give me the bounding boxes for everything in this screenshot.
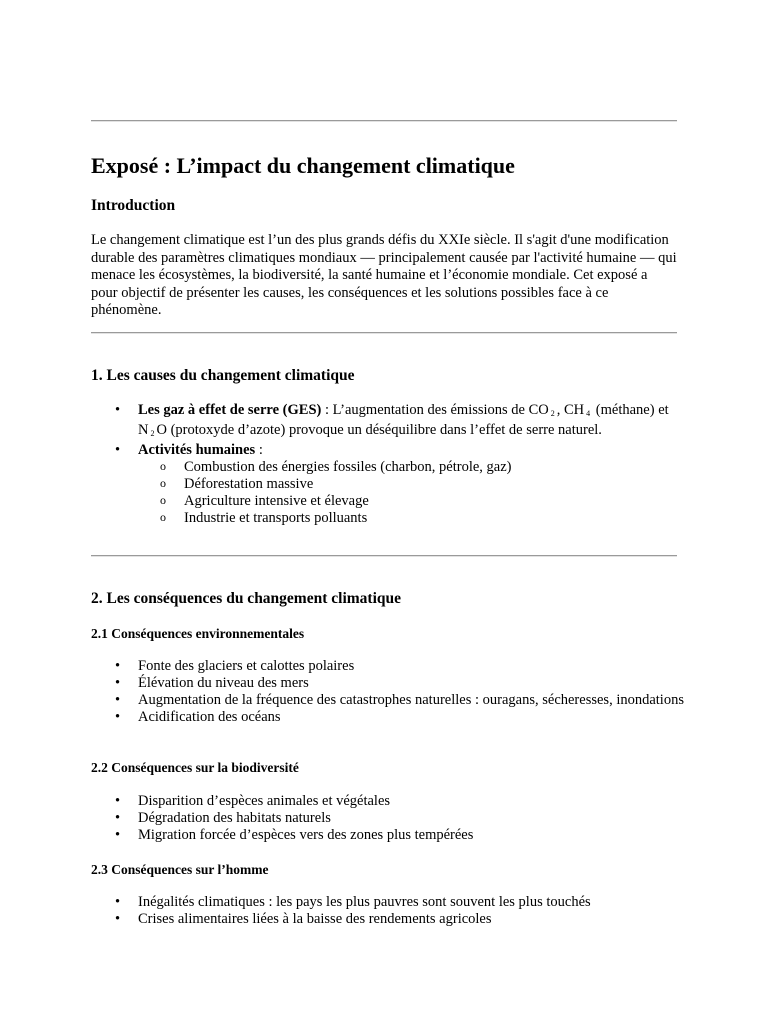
list-item-activites: [138, 442, 678, 527]
list-item: • Élévation du niveau des mers: [138, 675, 698, 692]
activites-suffix: :: [255, 442, 263, 458]
env-consequences-list: [91, 658, 698, 726]
list-item: • Crises alimentaires liées à la baisse des rendements agricoles: [138, 911, 698, 928]
subsection-2-2-heading: 2.2 Conséquences sur la biodiversité: [91, 760, 299, 775]
causes-list: [91, 402, 678, 527]
divider-2: [91, 555, 677, 557]
ch4-subscript: 4: [586, 409, 591, 418]
document-title: Exposé : L’impact du changement climatique: [91, 153, 515, 178]
ges-label: Les gaz à effet de serre (GES): [138, 402, 322, 418]
activites-sublist: [138, 459, 678, 527]
co2-subscript: 2: [550, 409, 555, 418]
n2o-subscript: 2: [150, 429, 155, 438]
intro-heading: Introduction: [91, 197, 176, 214]
activites-label: Activités humaines: [138, 442, 256, 458]
list-item: • Dégradation des habitats naturels: [138, 810, 698, 827]
list-item: • Disparition d’espèces animales et végétales: [138, 793, 698, 810]
list-item: o Agriculture intensive et élevage: [184, 493, 678, 510]
list-item: • Migration forcée d’espèces vers des zones plus tempérées: [138, 827, 698, 844]
divider-1: [91, 332, 677, 334]
human-consequences-list: [91, 894, 698, 928]
ges-text-1: : L’augmentation des émissions de CO: [321, 402, 549, 418]
list-item: o Déforestation massive: [184, 476, 678, 493]
list-item-ges: [138, 402, 678, 442]
list-item: • Augmentation de la fréquence des catastrophes naturelles : ouragans, sécheresses, inondations: [138, 692, 698, 709]
ges-text-3: (méthane) et N: [138, 402, 669, 438]
section-1-heading: 1. Les causes du changement climatique: [91, 367, 355, 384]
bio-consequences-list: [91, 793, 698, 844]
ges-text-4: O (protoxyde d’azote) provoque un déséquilibre dans l’effet de serre naturel.: [156, 422, 602, 438]
list-item: • Fonte des glaciers et calottes polaires: [138, 658, 698, 675]
list-item: • Inégalités climatiques : les pays les plus pauvres sont souvent les plus touchés: [138, 894, 698, 911]
list-item: o Combustion des énergies fossiles (charbon, pétrole, gaz): [184, 459, 678, 476]
subsection-2-1-heading: 2.1 Conséquences environnementales: [91, 626, 305, 641]
section-2-heading: 2. Les conséquences du changement climatique: [91, 590, 401, 607]
ges-text-2: , CH: [556, 402, 585, 418]
top-divider: [91, 120, 677, 122]
intro-paragraph: Le changement climatique est l’un des plus grands défis du XXIe siècle. Il s'agit d'une modification durable des paramètres climatiques mondiaux — principalement causée par l'activité humaine — qui menace les écosystèmes, la biodiversité, la santé humaine et l’économie mondiale. Cet exposé a pour objectif de présenter les causes, les conséquences et les solutions possibles face à ce phénomène.: [91, 232, 677, 319]
list-item: o Industrie et transports polluants: [184, 510, 678, 527]
subsection-2-3-heading: 2.3 Conséquences sur l’homme: [91, 862, 269, 877]
list-item: • Acidification des océans: [138, 709, 698, 726]
